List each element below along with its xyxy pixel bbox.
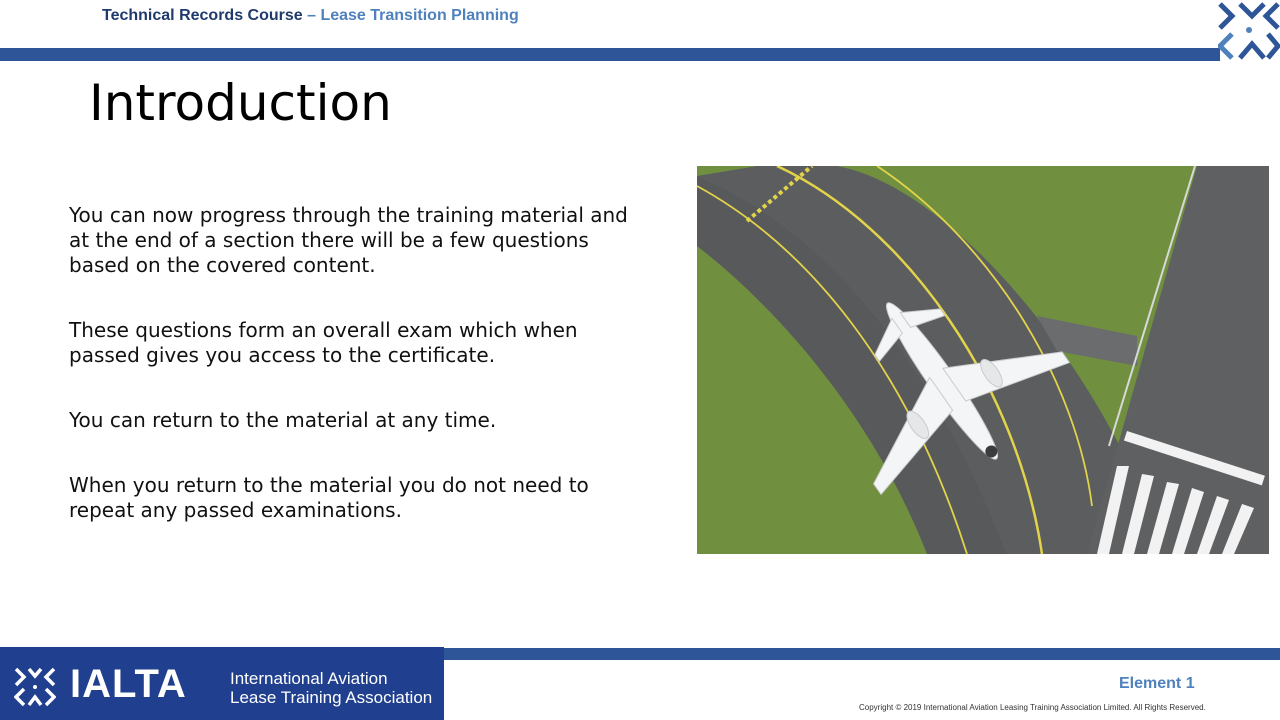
airplane-photo xyxy=(697,166,1269,554)
header-bar xyxy=(0,48,1220,61)
course-name: Technical Records Course xyxy=(102,7,303,24)
org-line-2: Lease Training Association xyxy=(230,688,433,707)
ialta-logo-icon xyxy=(1218,0,1280,62)
footer-brand-name: IALTA xyxy=(70,662,187,706)
course-title xyxy=(102,7,519,25)
course-subtitle: Lease Transition Planning xyxy=(320,7,519,24)
slide-title: Introduction xyxy=(89,74,392,132)
paragraph-return: You can return to the material at any time. xyxy=(69,408,497,432)
title-separator: – xyxy=(302,7,321,24)
ialta-mark-icon xyxy=(14,667,56,707)
paragraph-repeat: When you return to the material you do not need to repeat any passed examinations. xyxy=(69,473,589,522)
copyright-notice: Copyright © 2019 International Aviation Leasing Training Association Limited. All Rights Reserved. xyxy=(859,703,1206,712)
org-line-1: International Aviation xyxy=(230,669,388,688)
footer-organization xyxy=(230,669,432,707)
element-label: Element 1 xyxy=(1119,675,1195,692)
paragraph-exam: These questions form an overall exam which when passed gives you access to the certificate. xyxy=(69,318,578,367)
footer-bar xyxy=(444,648,1280,660)
paragraph-progress: You can now progress through the training material and at the end of a section there will be a few questions based on the covered content. xyxy=(69,203,628,277)
slide-body xyxy=(69,203,629,563)
